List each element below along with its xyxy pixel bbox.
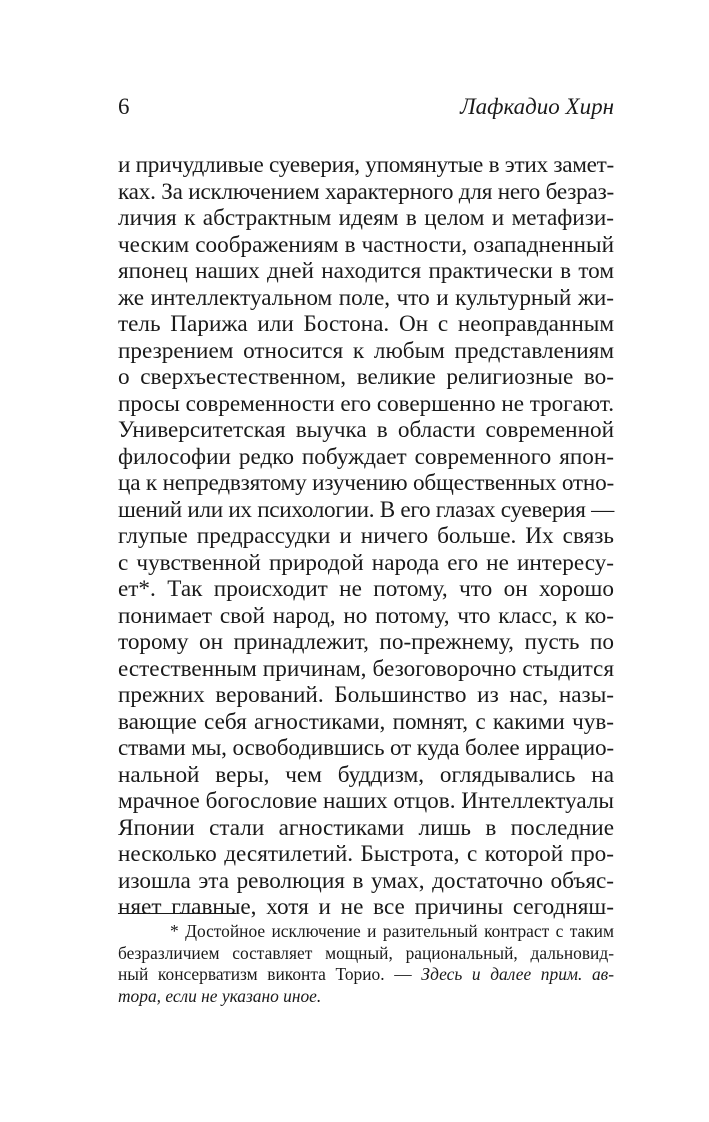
text-line: просы современности его совершенно не трогают. (118, 390, 614, 417)
text-line: ках. За исключением характерного для него безраз- (118, 178, 614, 205)
text-line: о сверхъестественном, великие религиозные во- (118, 364, 614, 390)
text-line: прежних верований. Большинство из нас, назы- (118, 682, 614, 708)
text-line: изошла эта революция в умах, достаточно объяс- (118, 867, 614, 894)
text-line: мрачное богословие наших отцов. Интеллектуалы (118, 788, 614, 814)
text-line: тель Парижа или Бостона. Он с неоправданным (118, 311, 614, 337)
text-line: и причудливые суеверия, упомянутые в этих замет- (118, 152, 614, 178)
main-text (118, 152, 614, 921)
text-line: презрением относится к любым представлениям (118, 337, 614, 364)
text-line: понимает свой народ, но потому, что класс, к ко- (118, 602, 614, 629)
text-line: личия к абстрактным идеям в целом и метафизи- (118, 205, 614, 231)
running-title: Лафкадио Хирн (460, 94, 614, 119)
text-line: Японии стали агностиками лишь в последние (118, 814, 614, 841)
text-line: несколько десятилетий. Быстрота, с которой про- (118, 841, 614, 867)
footnote-line: тора, если не указано иное. (118, 985, 322, 1006)
footnote-line: * Достойное исключение и разительный контраст с таким (170, 921, 614, 941)
text-line: же интеллектуальном поле, что и культурный жи- (118, 284, 614, 311)
text-line: ческим соображениям в частности, озападненный (118, 231, 614, 258)
footnote-text: ный консерватизм виконта Торио. — (118, 964, 422, 984)
text-line: с чувственной природой народа его не интересу- (118, 549, 614, 576)
text-line: глупые предрассудки и ничего больше. Их связь (118, 523, 614, 549)
text-line: шений или их психологии. В его глазах суеверия — (118, 496, 614, 523)
text-line: естественным причинам, безоговорочно стыдится (118, 655, 614, 682)
footnote-divider (118, 913, 236, 914)
page-number: 6 (118, 94, 130, 119)
text-line: ет*. Так происходит не потому, что он хорошо (118, 576, 614, 602)
footnote-italic-text: Здесь и далее прим. ав- (421, 964, 615, 984)
text-line: Университетская выучка в области современной (118, 417, 614, 443)
text-line: нальной веры, чем буддизм, оглядывались на (118, 761, 614, 788)
footnote (118, 921, 614, 1007)
text-line: торому он принадлежит, по-прежнему, пусть по (118, 629, 614, 655)
text-line: няет главные, хотя и не все причины сегодняш- (118, 894, 614, 920)
footnote-line: безразличием составляет мощный, рациональный, дальновид- (118, 942, 614, 963)
text-line: философии редко побуждает современного япон- (118, 443, 614, 470)
text-line: вающие себя агностиками, помнят, с какими чув- (118, 708, 614, 735)
footnote-line (118, 964, 614, 986)
text-line: ствами мы, освободившись от куда более иррацио- (118, 735, 614, 761)
text-line: ца к непредвзятому изучению общественных отно- (118, 470, 614, 496)
text-line: японец наших дней находится практически в том (118, 258, 614, 284)
page-header (118, 94, 614, 122)
